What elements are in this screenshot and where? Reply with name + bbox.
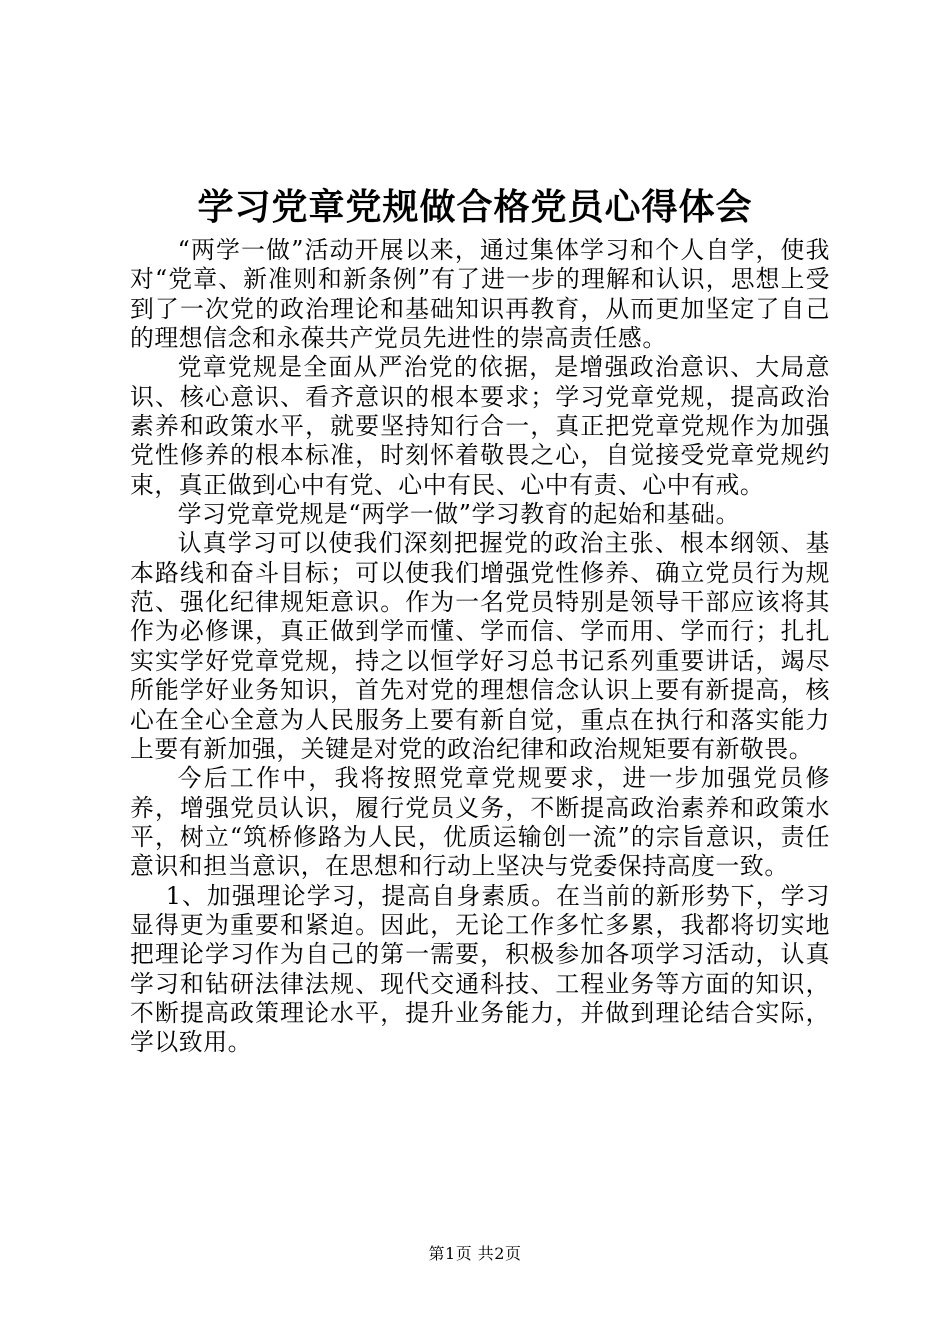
document-title: 学习党章党规做合格党员心得体会 [197,186,753,228]
paragraph-numbered: 1、加强理论学习，提高自身素质。在当前的新形势下，学习显得更为重要和紧迫。因此，无论工作多忙多累，我都将切实地把理论学习作为自己的第一需要，积极参加各项学习活动，认真学习和钻研法律法规、现代交通科技、工程业务等方面的知识，不断提高政策理论水平，提升业务能力，并做到理论结合实际，学以致用。 [130,881,830,1057]
paragraph: 党章党规是全面从严治党的依据，是增强政治意识、大局意识、核心意识、看齐意识的根本要求；学习党章党规，提高政治素养和政策水平，就要坚持知行合一，真正把党章党规作为加强党性修养的根本标准，时刻怀着敬畏之心，自觉接受党章党规约束，真正做到心中有党、心中有民、心中有责、心中有戒。 [130,353,830,499]
paragraph: “两学一做”活动开展以来，通过集体学习和个人自学，使我对“党章、新准则和新条例”有了进一步的理解和认识，思想上受到了一次党的政治理论和基础知识再教育，从而更加坚定了自己的理想信念和永葆共产党员先进性的崇高责任感。 [130,236,830,353]
paragraph: 认真学习可以使我们深刻把握党的政治主张、根本纲领、基本路线和奋斗目标；可以使我们增强党性修养、确立党员行为规范、强化纪律规矩意识。作为一名党员特别是领导干部应该将其作为必修课，真正做到学而懂、学而信、学而用、学而行；扎扎实实学好党章党规，持之以恒学好习总书记系列重要讲话，竭尽所能学好业务知识，首先对党的理想信念认识上要有新提高，核心在全心全意为人民服务上要有新自觉，重点在执行和落实能力上要有新加强，关键是对党的政治纪律和政治规矩要有新敬畏。 [130,529,830,763]
document-body [130,236,830,1058]
paragraph: 学习党章党规是“两学一做”学习教育的起始和基础。 [177,500,740,529]
paragraph: 今后工作中，我将按照党章党规要求，进一步加强党员修养，增强党员认识，履行党员义务，不断提高政治素养和政策水平，树立“筑桥修路为人民，优质运输创一流”的宗旨意识，责任意识和担当意识，在思想和行动上坚决与党委保持高度一致。 [130,764,830,881]
page-footer: 第1页 共2页 [428,1244,522,1263]
